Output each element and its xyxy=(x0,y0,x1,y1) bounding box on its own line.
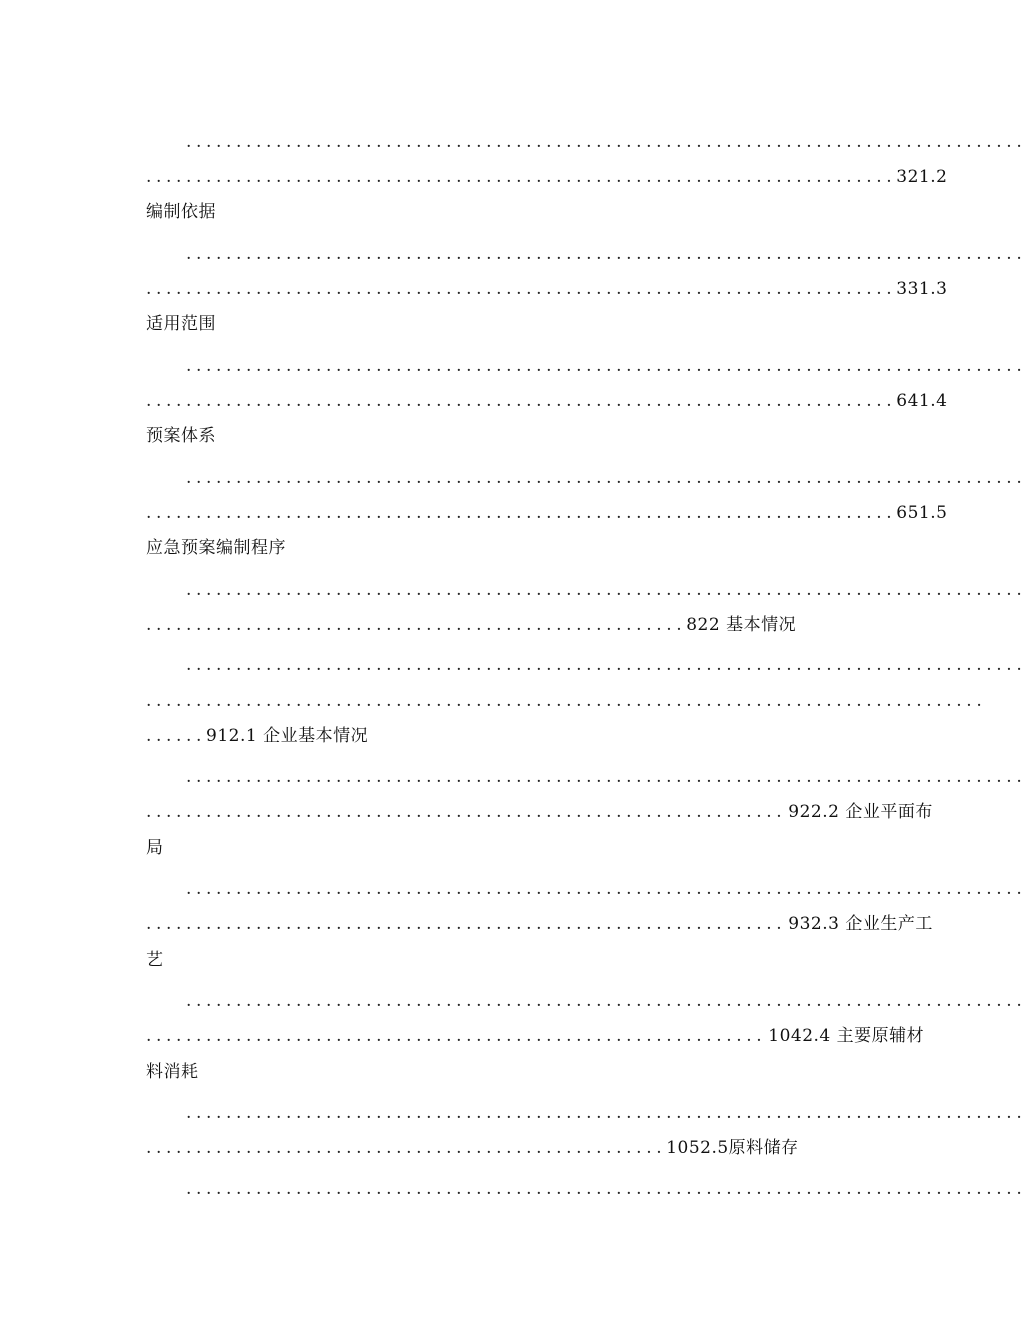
toc-leader-dots: ........................................................................... xyxy=(146,503,897,523)
toc-page-number: 331.3 xyxy=(896,279,948,299)
toc-entry[interactable] xyxy=(146,800,933,824)
toc-entry-title[interactable]: 编制依据 xyxy=(146,202,216,222)
toc-entry-title-continued[interactable]: 料消耗 xyxy=(146,1062,199,1082)
toc-entry[interactable] xyxy=(146,724,806,748)
toc-leader-dots: ........................................................................... xyxy=(146,391,897,411)
toc-leader-dots: .................................................................................... xyxy=(186,1103,1026,1123)
toc-leader-dots: .................................................................................... xyxy=(186,356,1026,376)
toc-entry[interactable] xyxy=(146,389,948,413)
toc-leader-dots: ...................................................... xyxy=(146,615,687,635)
toc-entry-title: 922.2 企业平面布 xyxy=(788,802,933,822)
toc-entry[interactable] xyxy=(146,501,948,525)
toc-entry-title: 1042.4 主要原辅材 xyxy=(768,1026,925,1046)
toc-leader-dots: .................................................................................... xyxy=(186,655,1026,675)
toc-entry-title[interactable]: 应急预案编制程序 xyxy=(146,538,286,558)
toc-leader-dots: ........................................................................... xyxy=(146,279,897,299)
toc-leader-dots: .................................................................................... xyxy=(186,1179,1026,1199)
toc-entry-title: 912.1 企业基本情况 xyxy=(206,726,369,746)
toc-leader-dots: .................................................................................... xyxy=(186,468,1026,488)
toc-entry[interactable] xyxy=(146,1024,925,1048)
toc-entry[interactable] xyxy=(146,613,806,637)
toc-entry[interactable] xyxy=(146,165,948,189)
toc-leader-dots: ........................................................................... xyxy=(146,167,897,187)
toc-leader-dots: .................................................................................... xyxy=(186,879,1026,899)
toc-leader-dots: .................................................................................... xyxy=(186,767,1026,787)
toc-entry-title-continued[interactable]: 局 xyxy=(146,838,164,858)
toc-entry[interactable] xyxy=(146,277,948,301)
toc-leader-dots: ................................................................ xyxy=(146,914,787,934)
toc-leader-dots: .................................................................................... xyxy=(186,244,1026,264)
toc-page-number: 641.4 xyxy=(896,391,948,411)
toc-leader-dots: ...... xyxy=(146,726,207,746)
toc-leader-dots: .................................................... xyxy=(146,1138,667,1158)
toc-leader-dots: .................................................................................... xyxy=(146,691,987,711)
toc-entry-title: 1052.5原料储存 xyxy=(666,1138,799,1158)
toc-leader-dots: .............................................................. xyxy=(146,1026,767,1046)
toc-entry-title[interactable]: 适用范围 xyxy=(146,314,216,334)
toc-entry-title[interactable]: 预案体系 xyxy=(146,426,216,446)
toc-entry-title: 822 基本情况 xyxy=(686,615,797,635)
toc-entry-title: 932.3 企业生产工 xyxy=(788,914,933,934)
toc-page-number: 651.5 xyxy=(896,503,948,523)
toc-leader-dots: ................................................................ xyxy=(146,802,787,822)
toc-leader-dots: .................................................................................... xyxy=(186,132,1026,152)
toc-leader-dots: .................................................................................... xyxy=(186,991,1026,1011)
toc-entry[interactable] xyxy=(146,1136,806,1160)
toc-page-number: 321.2 xyxy=(896,167,948,187)
toc-leader-dots: .................................................................................... xyxy=(186,580,1026,600)
toc-entry[interactable] xyxy=(146,912,933,936)
toc-entry-title-continued[interactable]: 艺 xyxy=(146,950,164,970)
